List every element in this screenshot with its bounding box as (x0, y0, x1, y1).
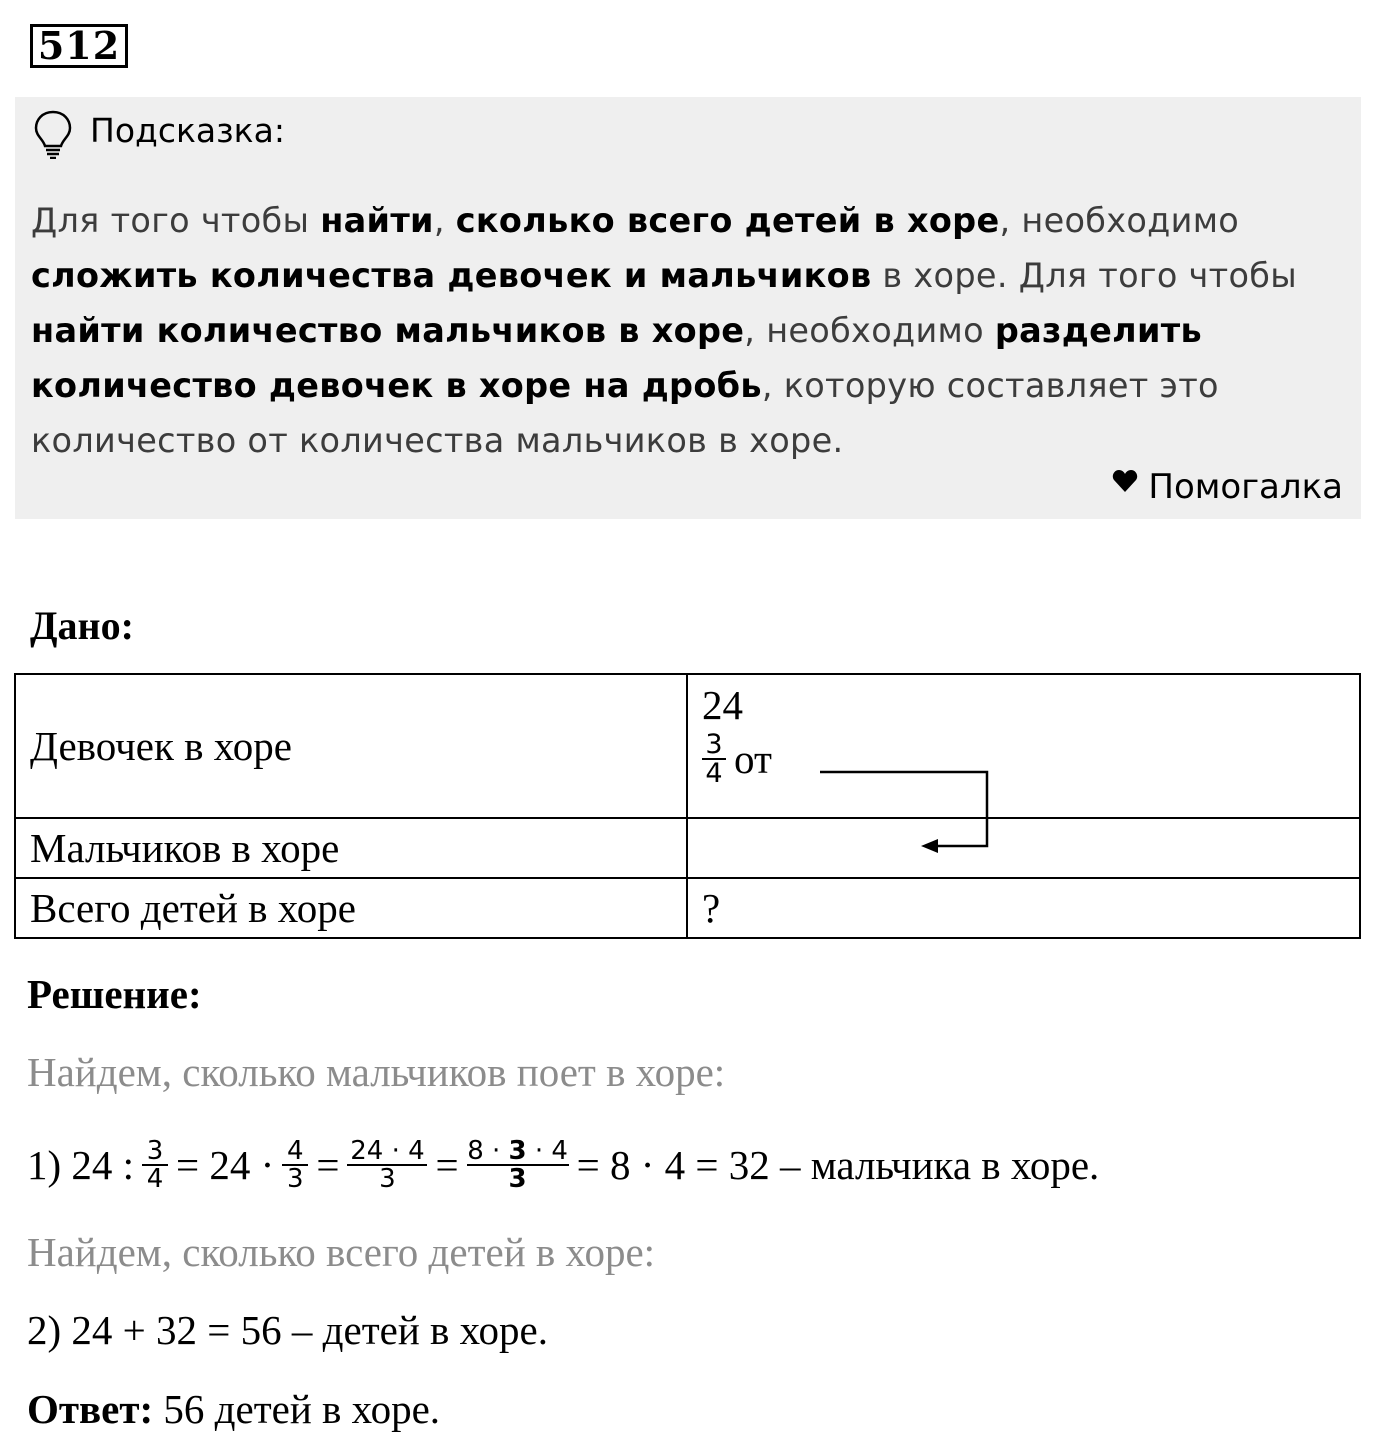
table-cell-value: ? (687, 878, 1360, 938)
fraction: $\frac{3}{4}$ (142, 1138, 168, 1192)
table-cell-label: Мальчиков в хоре (15, 818, 687, 878)
step1-equation: 1) 24 : $\frac{3}{4}$ = 24 · $\frac{4}{3}$ = $\frac{24 \cdot 4}{3}$ = $\frac{8 \cdot 3 \cdot 4}{3}$ = 8 · 4 = 32 – мальчика в хоре. (27, 1136, 1100, 1194)
step1-note: Найдем, сколько мальчиков поет в хоре: (27, 1049, 726, 1095)
table-cell-label: Всего детей в хоре (15, 878, 687, 938)
brand-text: Помогалка (1148, 467, 1343, 507)
lightbulb-icon (33, 109, 73, 159)
given-heading: Дано: (30, 603, 134, 648)
table-cell-label: Девочек в хоре (15, 674, 687, 818)
girls-count: 24 (702, 682, 743, 728)
hint-box (15, 97, 1361, 519)
table-cell-value (687, 818, 1360, 878)
solution-heading: Решение: (27, 971, 202, 1017)
step2-note: Найдем, сколько всего детей в хоре: (27, 1229, 656, 1275)
table-row (15, 878, 1360, 938)
task-number: 512 (30, 24, 128, 68)
table-cell-value (687, 674, 1360, 818)
hint-text: Для того чтобы найти, сколько всего детей в хоре, необходимо сложить количества девочек и мальчиков в хоре. Для того чтобы найти количество мальчиков в хоре, необходимо разделить количество девочек в хоре на дробь, которую составляет это количество от количества мальчиков в хоре. (31, 201, 1297, 460)
fraction: $\frac{4}{3}$ (282, 1138, 308, 1192)
given-table (14, 673, 1361, 939)
fraction: $\frac{3}{4}$ (702, 731, 726, 787)
of-label: от (734, 736, 772, 782)
fraction: $\frac{8 \cdot 3 \cdot 4}{3}$ (467, 1136, 568, 1194)
answer-label: Ответ: (27, 1386, 154, 1432)
answer (27, 1385, 440, 1433)
table-row (15, 818, 1360, 878)
table-row (15, 674, 1360, 818)
answer-text: 56 детей в хоре. (153, 1386, 441, 1432)
hint-title: Подсказка: (90, 111, 285, 150)
step2-equation: 2) 24 + 32 = 56 – детей в хоре. (27, 1307, 549, 1353)
heart-icon (1112, 468, 1138, 494)
brand-label (1112, 467, 1343, 507)
fraction: $\frac{24 \cdot 4}{3}$ (347, 1138, 427, 1192)
